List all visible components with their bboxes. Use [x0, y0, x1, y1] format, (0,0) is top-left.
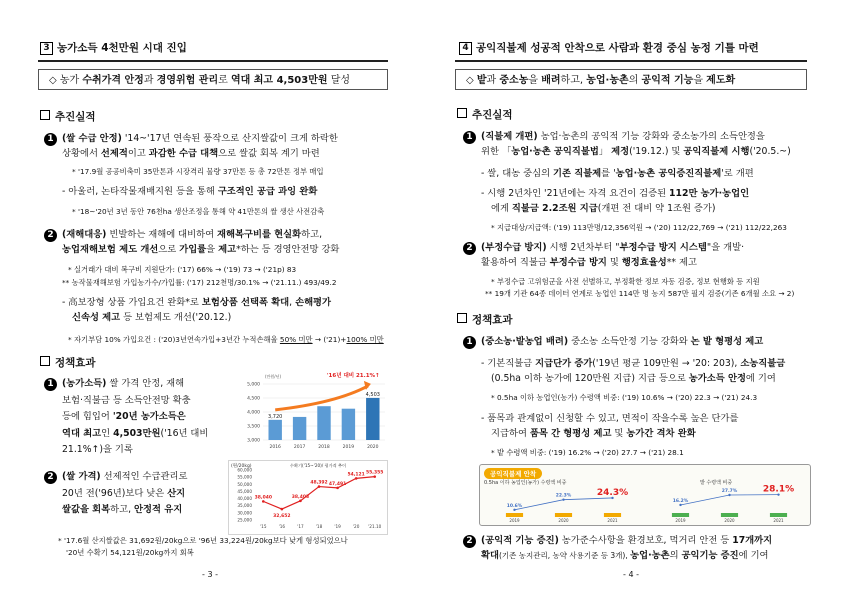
effect-farm-income: (농가소득) 쌀 가격 안정, 재해 보험·직불금 등 소득안전망 확충 등에 힘입어 '20년 농가소득은 역대 최고인 4,503만원('16년 대비 21.1%↑)을 기록	[62, 378, 209, 455]
dash-item: - 쌀, 대농 중심의 기존 직불제를 '농업·농촌 공익증진직불제'로 개편	[481, 168, 754, 179]
dash-item-payment: - 시행 2년차인 '21년에는 자격 요건이 검증된 112만 농가·농업인 에게 직불금 2.2조원 지급(개편 전 대비 약 1조원 증가)	[481, 188, 750, 214]
data-label: 48,392	[310, 480, 328, 486]
section-title-text: 농가소득 4천만원 시대 진입	[57, 42, 187, 54]
data-label: 10.6%	[506, 503, 523, 509]
small-farm-share-chart	[482, 485, 642, 523]
infographic-right-label: 밭 수령액 비중	[700, 480, 733, 486]
category-label: 2017	[293, 445, 306, 450]
category-label: 2019	[509, 518, 520, 523]
page-number: - 3 -	[202, 570, 218, 579]
data-label: 4,503	[365, 391, 380, 398]
footnote: * 밭 수령액 비중: ('19) 16.2% → ('20) 27.7 → ('21) 28.1	[491, 448, 684, 457]
dash-item: - 아울러, 논타작물재배지원 등을 통해 구조적인 공급 과잉 완화	[62, 186, 318, 197]
data-point	[679, 504, 681, 506]
trend-line	[681, 495, 779, 505]
item-rice-supply: (쌀 수급 안정) '14~'17년 연속된 풍작으로 산지쌀값이 크게 하락한 상황에서 선제적이고 과감한 수급 대책으로 쌀값 회복 계기 마련	[62, 133, 338, 159]
tick-label: 25,000	[237, 517, 252, 523]
tick-label: 45,000	[237, 488, 252, 494]
category-label: 2020	[558, 518, 569, 523]
data-point	[336, 487, 339, 490]
data-point	[355, 477, 358, 480]
dash-item-unit-price: - 기본직불금 지급단가 증가('19년 평균 109만원 → '20: 203), 소농직불금 (0.5ha 이하 농가에 120만원 지급) 지급 등으로 농가소득 안정에 기여	[481, 358, 786, 384]
tick-label: 55,000	[237, 474, 252, 480]
tick-label: 60,000	[237, 467, 252, 473]
square-bullet-icon	[40, 356, 50, 366]
item-number: 1	[44, 133, 57, 146]
footnote: * 부정수급 고위험군을 사전 선별하고, 부정확한 정보 자동 검증, 정보 현행화 등 지원	[491, 277, 760, 286]
data-label: 3,720	[268, 413, 283, 420]
footnote: ** 농작물재해보험 가입농가수/가입률: ('17) 212천명/30.1% → ('21.11.) 493/49.2	[62, 278, 337, 287]
item-number: 2	[44, 229, 57, 242]
page-3	[0, 0, 420, 595]
summary-box: ◇ 농가 수취가격 안정과 경영위험 관리로 역대 최고 4,503만원 달성	[38, 69, 388, 90]
category-label: '17	[297, 524, 304, 529]
square-bullet-icon	[457, 313, 467, 323]
footnote: * 0.5ha 이하 농업인(농가) 수령액 비중: ('19) 10.6% → ('20) 22.3 → ('21) 24.3	[491, 393, 758, 402]
dash-item-equity: - 품목과 관계없이 신청할 수 있고, 면적이 작을수록 높은 단가를 지급하여 품목 간 형평성 제고 및 농가간 격차 완화	[481, 413, 739, 439]
footnote: * '18~'20년 3년 동안 76천ha 생산조정을 통해 약 41만톤의 쌀 생산 사전감축	[72, 207, 325, 216]
item-number: 1	[463, 131, 476, 144]
subheading-results: 추진실적	[457, 107, 513, 122]
tick-label: 4,000	[247, 410, 260, 416]
annotation: '16년 대비 21.1%↑	[326, 373, 380, 379]
data-point	[318, 485, 321, 488]
footnote: * 실거래가 대비 복구비 지원단가: ('17) 66% → ('19) 73 → ('21p) 83	[68, 265, 297, 274]
category-label: 2018	[318, 445, 330, 450]
category-label: '15	[260, 524, 267, 529]
effect-public-function: (공익적 기능 증진) 농가준수사항을 환경보호, 먹거리 안전 등 17개까지 확대(기존 농지관리, 농약 사용기준 등 3개), 농업·농촌의 공익기능 증진에 기여	[481, 535, 773, 561]
footnote: * '17.6월 산지쌀값은 31,692원/20kg으로 '96년 33,224원/20kg보다 낮게 형성되었으나	[58, 536, 348, 545]
bar-base	[672, 513, 689, 517]
data-label: 16.2%	[672, 498, 689, 504]
category-label: '16	[278, 524, 286, 529]
unit-label: (만원/년)	[265, 374, 282, 379]
bar	[366, 398, 379, 440]
category-label: '20	[352, 524, 360, 529]
effect-small-farms: (중소농·밭농업 배려) 중소농 소득안정 기능 강화와 논 밭 형평성 제고	[481, 336, 764, 347]
bar-base	[770, 513, 787, 517]
category-label: '18	[315, 524, 323, 529]
footnote: ** 19개 기관 64종 데이터 연계로 농업인 114만 명 농지 587만 필지 검증(기존 6개월 소요 → 2)	[485, 289, 795, 298]
category-label: '21.10	[368, 524, 382, 529]
category-label: 2021	[607, 518, 618, 523]
data-label: 32,652	[273, 514, 291, 520]
square-bullet-icon	[457, 108, 467, 118]
data-point	[299, 500, 302, 503]
item-number: 2	[463, 535, 476, 548]
title-rule	[38, 60, 388, 62]
tick-label: 35,000	[237, 503, 252, 509]
infographic-left-label: 0.5ha 이하 농업인(농가) 수령액 비중	[484, 480, 567, 486]
square-bullet-icon	[40, 110, 50, 120]
data-label: 47,491	[328, 481, 347, 487]
summary-box: ◇ 밭과 중소농을 배려하고, 농업·농촌의 공익적 기능을 제도화	[455, 69, 807, 90]
footnote: * 자기부담 10% 가입요건 : ('20)3년연속가입+3년간 누적손해율 50% 미만 → ('21)+100% 미만	[68, 335, 384, 344]
title-rule	[455, 60, 807, 62]
tick-label: 5,000	[247, 382, 260, 388]
data-label: 38,040	[254, 495, 272, 501]
footnote: '20년 수확기 54,121원/20kg까지 회복	[66, 548, 194, 557]
category-label: 2020	[367, 445, 379, 450]
subheading-effects: 정책효과	[457, 312, 513, 327]
section-title	[459, 40, 759, 55]
tick-label: 30,000	[237, 510, 252, 516]
data-point	[728, 494, 730, 496]
item-number: 2	[44, 471, 57, 484]
item-number: 1	[44, 378, 57, 391]
data-point	[281, 508, 284, 511]
category-label: '19	[334, 524, 341, 529]
unit-label: (원/20kg)	[231, 464, 252, 469]
data-point	[513, 509, 515, 511]
tick-label: 4,500	[247, 396, 260, 402]
section-title	[40, 40, 187, 55]
bar-base	[604, 513, 621, 517]
infographic-box	[479, 464, 811, 526]
data-label: 22.3%	[555, 493, 572, 499]
item-number: 1	[463, 336, 476, 349]
farm-income-chart	[235, 370, 395, 455]
data-label: 27.7%	[721, 488, 738, 494]
bar-base	[721, 513, 738, 517]
data-point	[262, 500, 265, 503]
effect-rice-price: (쌀 가격) 선제적인 수급관리로 20년 전('96년)보다 낮은 산지 쌀값을 회복하고, 안정적 유지	[62, 471, 188, 515]
footnote: * '17.9월 공공비축미 35만톤과 시장격리 물량 37만톤 등 총 72만톤 정부 매입	[72, 167, 324, 176]
subheading-effects: 정책효과	[40, 355, 96, 370]
section-number: 4	[459, 42, 472, 55]
data-label: 28.1%	[762, 485, 795, 495]
category-label: 2021	[773, 518, 784, 523]
category-label: 2019	[675, 518, 686, 523]
data-label: 38,403	[291, 494, 310, 500]
infographic-title: 공익직불제 안착	[484, 468, 542, 479]
data-label: 24.3%	[596, 487, 629, 498]
rice-price-chart	[228, 460, 388, 535]
tick-label: 3,000	[247, 438, 260, 444]
section-number: 3	[40, 42, 53, 55]
bar	[293, 417, 306, 440]
item-direct-payment-reform: (직불제 개편) 농업·농촌의 공익적 기능 강화와 중소농가의 소득안정을 위한 「농업·농촌 공익직불법」 제정('19.12.) 및 공익직불제 시행('20.5.~)	[481, 131, 791, 157]
page-number: - 4 -	[623, 570, 639, 579]
footnote: * 지급대상/지급액: ('19) 113만명/12,356억원 → ('20) 112/22,769 → ('21) 112/22,263	[491, 223, 787, 232]
page-4	[421, 0, 841, 595]
tick-label: 3,500	[247, 424, 260, 430]
bar	[342, 409, 355, 440]
item-disaster: (재해대응) 빈발하는 재해에 대비하여 재해복구비를 현실화하고, 농업재해보험 제도 개선으로 가입률을 제고*하는 등 경영안전망 강화	[62, 229, 340, 255]
chart-title: 수확기('15~'20)/ 평가격 추이	[289, 463, 347, 468]
section-title-text: 공익직불제 성공적 안착으로 사람과 환경 중심 농정 기틀 마련	[476, 42, 759, 54]
category-label: 2020	[724, 518, 735, 523]
category-label: 2016	[269, 445, 281, 450]
bar	[317, 406, 330, 440]
data-point	[562, 498, 564, 500]
tick-label: 40,000	[237, 496, 252, 502]
bar-base	[506, 513, 523, 517]
data-point	[373, 475, 376, 478]
dash-item-insurance: - 高보장형 상품 가입요건 완화*로 보험상품 선택폭 확대, 손해평가 신속성 제고 등 보험제도 개선('20.12.)	[62, 297, 332, 323]
tick-label: 50,000	[237, 481, 252, 487]
bar-base	[555, 513, 572, 517]
category-label: 2019	[342, 445, 355, 450]
field-share-chart	[648, 485, 808, 523]
bar	[268, 420, 281, 440]
item-fraud-prevention: (부정수급 방지) 시행 2년차부터 "부정수급 방지 시스템"을 개발· 활용하여 직불금 부정수급 방지 및 행정효율성** 제고	[481, 242, 745, 268]
subheading-results: 추진실적	[40, 109, 96, 124]
item-number: 2	[463, 242, 476, 255]
data-label: 54,121	[347, 472, 365, 478]
data-label: 55,355	[366, 470, 384, 476]
